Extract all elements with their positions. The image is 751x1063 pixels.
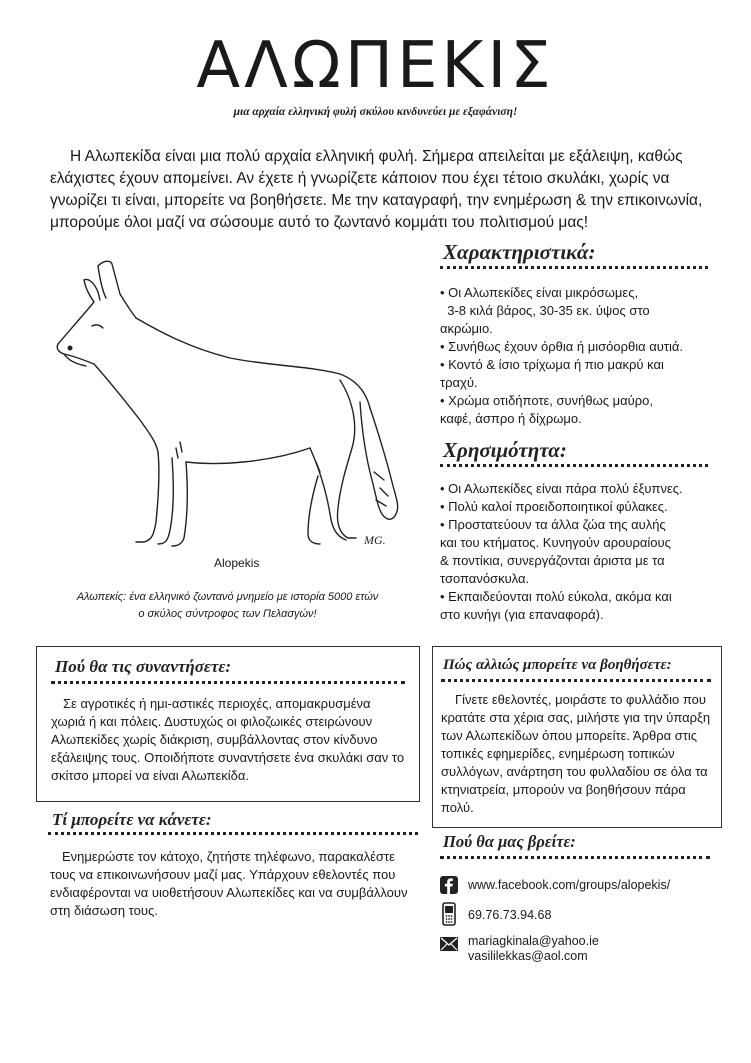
facebook-link[interactable]: www.facebook.com/groups/alopekis/ xyxy=(468,878,671,892)
characteristics-heading: Χαρακτηριστικά: xyxy=(443,240,596,264)
list-item: • Πολύ καλοί προειδοποιητικοί φύλακες. xyxy=(440,499,668,514)
where-find-text: Σε αγροτικές ή ημι-αστικές περιοχές, απομακρυσμένα χωριά ή και πόλεις. Δυστυχώς οι φιλοζωικές στειρώνουν Αλωπεκίδες χωρίς διάκριση, συμβάλλοντας στον κίνδυνο εξάλειψης τους. Οποιδήποτε συναντήσετε ένα σκυλάκι σαν το σκίτσο μπορεί να είναι Αλωπεκίδα. xyxy=(51,696,405,783)
contact-email-row[interactable] xyxy=(440,934,599,964)
facebook-icon xyxy=(440,876,458,894)
list-item: καφέ, άσπρο ή δίχρωμο. xyxy=(440,411,582,426)
what-do-divider xyxy=(48,832,418,835)
alopekis-sketch xyxy=(40,252,420,552)
contact-phone-row[interactable] xyxy=(442,902,551,926)
intro-paragraph: Η Αλωπεκίδα είναι μια πολύ αρχαία ελληνική φυλή. Σήμερα απειλείται με εξάλειψη, καθώς ελάχιστες έχουν απομείνει. Αν έχετε ή γνωρίζετε κάποιον που έχει τέτοιο σκυλάκι, χωρίς να γνωρίζει τι είναι, μπορείτε να βοηθήσετε. Με την καταγραφή, την ενημέρωση & την επικοινωνία, μπορούμε όλοι μαζί να σώσουμε αυτό το ζωντανό κομμάτι του πολιτισμού μας! xyxy=(50,148,703,231)
list-item: • Προστατεύουν τα άλλα ζώα της αυλής xyxy=(440,517,666,532)
illustration-name: Alopekis xyxy=(214,556,260,570)
characteristics-list xyxy=(440,284,720,428)
help-other-text: Γίνετε εθελοντές, μοιράστε το φυλλάδιο που κρατάτε στα χέρια σας, μιλήστε για την ύπαρξη των Αλωπεκίδων όπου μπορείτε. Άρθρα στις τοπικές εφημερίδες, ενημέρωση τοπικών συλλόγων, ανάρτηση του φυλλαδίου σε όλα τα κτηνιατρεία, μπορούν να βοηθήσουν πάρα πολύ. xyxy=(441,692,711,815)
page-subtitle: μια αρχαία ελληνική φυλή σκύλου κινδυνεύει με εξαφάνιση! xyxy=(233,106,518,118)
help-other-divider xyxy=(441,679,711,682)
list-item: τραχύ. xyxy=(440,375,478,390)
email-1[interactable]: mariagkinala@yahoo.ie xyxy=(468,934,599,948)
list-item: στο κυνήγι (για επαναφορά). xyxy=(440,607,604,622)
what-do-text: Ενημερώστε τον κάτοχο, ζητήστε τηλέφωνο, παρακαλέστε τους να επικοινωνήσουν μαζί μας. Υπάρχουν εθελοντές που ενδιαφέρονται να υιοθετήσουν Αλωπεκίδες και να συμβάλλουν στη διάσωση τους. xyxy=(50,849,408,918)
artist-signature: MG. xyxy=(364,533,386,547)
usefulness-list xyxy=(440,480,725,624)
list-item: 3-8 κιλά βάρος, 30-35 εκ. ύψος στο xyxy=(440,303,650,318)
illustration-caption-1: Αλωπεκίς: ένα ελληνικό ζωντανό μνημείο με ιστορία 5000 ετών xyxy=(76,591,379,603)
help-other-heading: Πώς αλλιώς μπορείτε να βοηθήσετε: xyxy=(443,657,672,673)
phone-number[interactable]: 69.76.73.94.68 xyxy=(468,908,552,922)
list-item: • Κοντό & ίσιο τρίχωμα ή πιο μακρύ και xyxy=(440,357,664,372)
usefulness-heading: Χρησιμότητα: xyxy=(443,438,567,462)
mail-icon xyxy=(440,937,458,951)
list-item: • Συνήθως έχουν όρθια ή μισόορθια αυτιά. xyxy=(440,339,684,354)
list-item: τσοπανόσκυλα. xyxy=(440,571,530,586)
usefulness-divider xyxy=(440,464,708,467)
where-find-heading: Πού θα τις συναντήσετε: xyxy=(55,657,232,676)
contact-facebook-row[interactable] xyxy=(440,876,670,894)
help-other-box xyxy=(432,646,722,828)
list-item: και του κτήματος. Κυνηγούν αρουραίους xyxy=(440,535,671,550)
contact-heading: Πού θα μας βρείτε: xyxy=(443,832,576,851)
where-find-box xyxy=(36,646,420,802)
page-title: ΑΛΩΠΕΚΙΣ xyxy=(196,29,555,103)
list-item: • Εκπαιδεύονται πολύ εύκολα, ακόμα και xyxy=(440,589,672,604)
characteristics-divider xyxy=(440,266,708,269)
list-item: & ποντίκια, συνεργάζονται άριστα με τα xyxy=(440,553,665,568)
dog-illustration xyxy=(40,252,420,552)
phone-icon xyxy=(442,902,456,926)
what-do-heading: Τί μπορείτε να κάνετε: xyxy=(52,810,212,829)
list-item: • Οι Αλωπεκίδες είναι πάρα πολύ έξυπνες. xyxy=(440,481,683,496)
illustration-caption-2: ο σκύλος σύντροφος των Πελασγών! xyxy=(138,608,317,620)
where-find-divider xyxy=(51,681,405,684)
list-item: • Οι Αλωπεκίδες είναι μικρόσωμες, xyxy=(440,285,639,300)
contact-divider xyxy=(440,856,710,859)
list-item: • Χρώμα οτιδήποτε, συνήθως μαύρο, xyxy=(440,393,653,408)
email-2[interactable]: vasililekkas@aol.com xyxy=(468,949,588,963)
list-item: ακρώμιο. xyxy=(440,321,493,336)
